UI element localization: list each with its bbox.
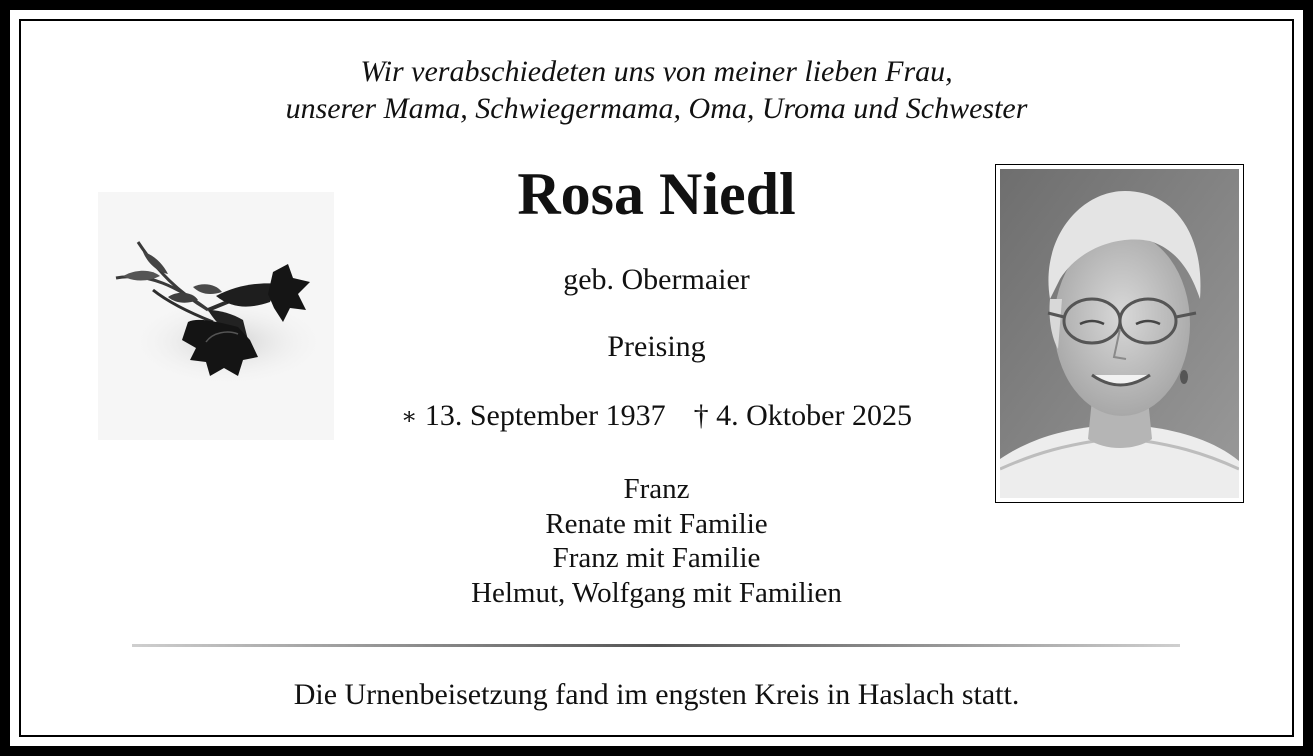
- portrait-frame: [995, 164, 1244, 503]
- divider-line: [132, 644, 1180, 647]
- portrait-drawing: [1000, 169, 1239, 498]
- place: Preising: [607, 330, 706, 363]
- gentian-flower-icon: [98, 192, 334, 440]
- family-member: Helmut, Wolfgang mit Familien: [471, 577, 842, 609]
- death-date: 4. Oktober 2025: [716, 399, 912, 432]
- family-member: Franz: [623, 473, 690, 505]
- family-member: Renate mit Familie: [545, 508, 768, 540]
- family-member: Franz mit Familie: [552, 542, 761, 574]
- intro-line-1: Wir verabschiedeten uns von meiner lieben Frau,: [360, 55, 953, 88]
- burial-note: Die Urnenbeisetzung fand im engsten Kreis in Haslach statt.: [293, 678, 1020, 711]
- flower-drawing: [98, 192, 334, 440]
- birth-date: 13. September 1937: [424, 399, 666, 432]
- death-cross-icon: †: [693, 399, 709, 432]
- portrait-photo: [1000, 169, 1239, 498]
- maiden-name: geb. Obermaier: [563, 263, 750, 296]
- intro-line-2: unserer Mama, Schwiegermama, Oma, Uroma und Schwester: [285, 92, 1028, 125]
- birth-star-icon: ∗: [401, 404, 418, 430]
- deceased-name: Rosa Niedl: [517, 161, 796, 227]
